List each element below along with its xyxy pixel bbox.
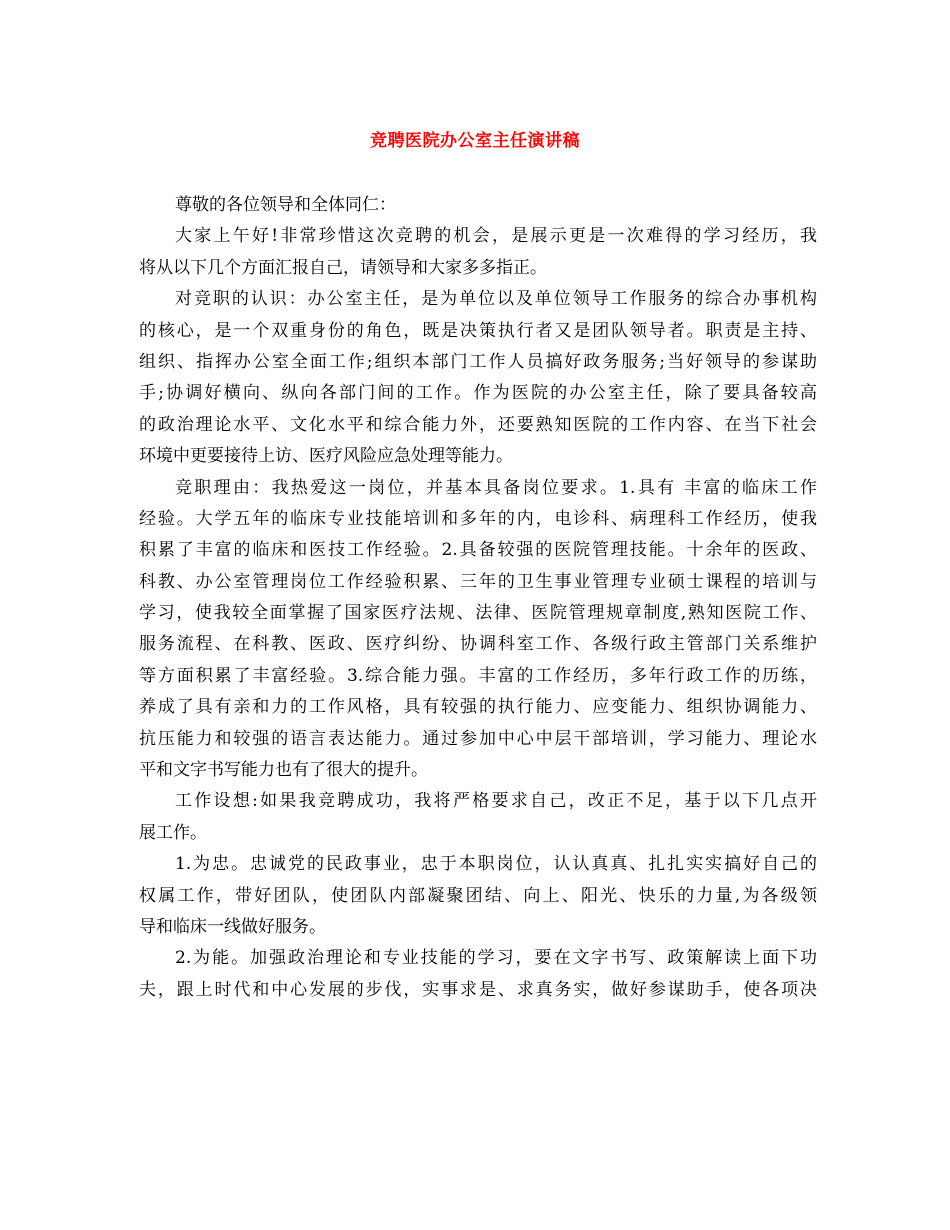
body-text-line: 的核心，是一个双重身份的角色，既是决策执行者又是团队领导者。职责是主持、 [139, 320, 817, 341]
body-text-line: 平和文字书写能力也有了很大的提升。 [139, 760, 428, 781]
body-text-line: 的政治理论水平、文化水平和综合能力外，还要熟知医院的工作内容、在当下社会 [139, 414, 817, 435]
body-text-line: 抗压能力和较强的语言表达能力。通过参加中心中层干部培训，学习能力、理论水 [139, 728, 817, 749]
body-text-line: 权属工作，带好团队，使团队内部凝聚团结、向上、阳光、快乐的力量,为各级领 [139, 885, 817, 906]
body-text-line: 将从以下几个方面汇报自己，请领导和大家多多指正。 [139, 257, 547, 278]
body-text-line: 导和临床一线做好服务。 [139, 916, 326, 937]
body-text-line: 等方面积累了丰富经验。3.综合能力强。丰富的工作经历，多年行政工作的历练， [139, 665, 817, 686]
body-text-line: 竞职理由：我热爱这一岗位，并基本具备岗位要求。1.具有 丰富的临床工作 [175, 477, 817, 498]
body-text-line: 养成了具有亲和力的工作风格，具有较强的执行能力、应变能力、组织协调能力、 [139, 697, 817, 718]
body-text-line: 尊敬的各位领导和全体同仁： [175, 195, 396, 215]
body-text-line: 组织、指挥办公室全面工作;组织本部门工作人员搞好政务服务;当好领导的参谋助 [139, 351, 817, 372]
document-body [139, 190, 817, 1006]
body-text-line: 服务流程、在科教、医政、医疗纠纷、协调科室工作、各级行政主管部门关系维护 [139, 634, 817, 655]
body-text-line: 经验。大学五年的临床专业技能培训和多年的内，电诊科、病理科工作经历，使我 [139, 508, 817, 529]
body-text-line: 手;协调好横向、纵向各部门间的工作。作为医院的办公室主任，除了要具备较高 [139, 383, 817, 404]
body-text-line: 2.为能。加强政治理论和专业技能的学习，要在文字书写、政策解读上面下功 [175, 948, 817, 969]
document-title: 竞聘医院办公室主任演讲稿 [370, 131, 580, 151]
body-text-line: 环境中更要接待上访、医疗风险应急处理等能力。 [139, 446, 513, 467]
body-text-line: 工作设想:如果我竞聘成功，我将严格要求自己，改正不足，基于以下几点开 [175, 791, 817, 812]
body-text-line: 科教、办公室管理岗位工作经验积累、三年的卫生事业管理专业硕士课程的培训与 [139, 571, 817, 592]
body-text-line: 学习，使我较全面掌握了国家医疗法规、法律、医院管理规章制度,熟知医院工作、 [139, 603, 817, 624]
body-text-line: 积累了丰富的临床和医技工作经验。2.具备较强的医院管理技能。十余年的医政、 [139, 540, 817, 561]
body-text-line: 大家上午好!非常珍惜这次竞聘的机会，是展示更是一次难得的学习经历，我 [175, 226, 817, 247]
body-text-line: 对竞职的认识：办公室主任，是为单位以及单位领导工作服务的综合办事机构 [175, 289, 817, 310]
body-text-line: 展工作。 [139, 822, 207, 843]
body-text-line: 夫，跟上时代和中心发展的步伐，实事求是、求真务实，做好参谋助手，使各项决 [139, 979, 817, 1000]
body-text-line: 1.为忠。忠诚党的民政事业，忠于本职岗位，认认真真、扎扎实实搞好自己的 [175, 854, 817, 875]
